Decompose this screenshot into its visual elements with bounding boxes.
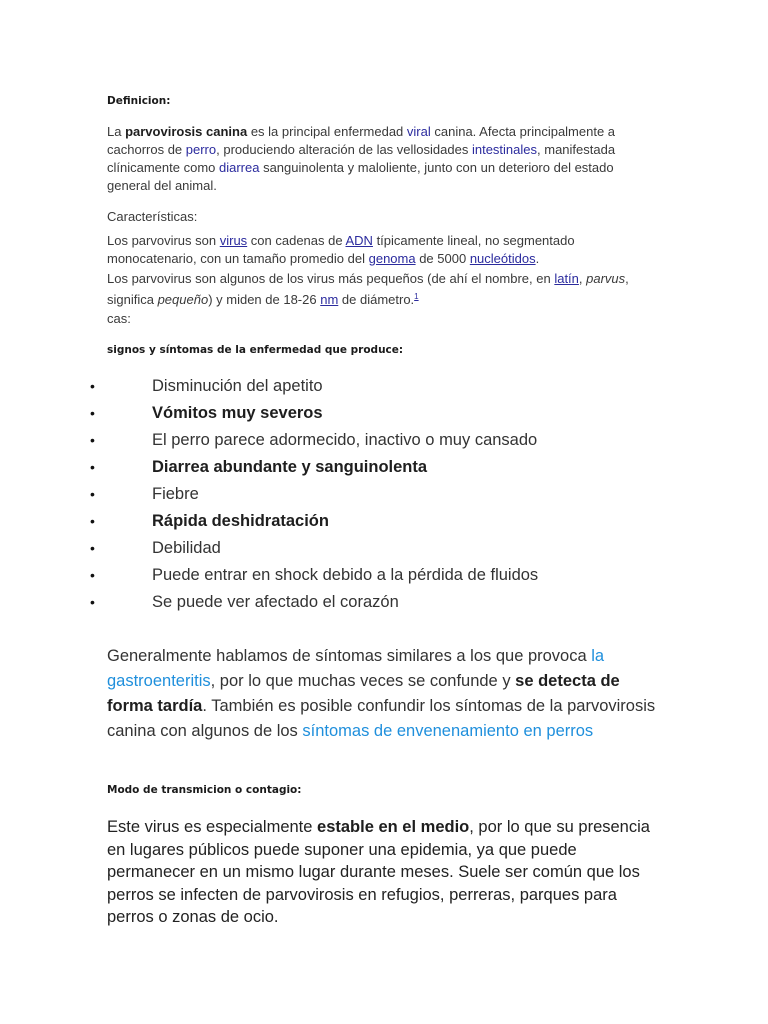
term-parvovirosis-canina: parvovirosis canina [125, 124, 248, 139]
caracteristicas-label: Características: [107, 209, 198, 224]
bullet-icon: • [90, 432, 95, 448]
definicion-heading: Definicion: [107, 95, 171, 107]
caracteristicas-paragraph-1: Los parvovirus son virus con cadenas de ADN típicamente lineal, no segmentado monocatenario, con un tamaño promedio del genoma de 5000 nucleótidos. [107, 233, 575, 266]
link-sintomas-envenenamiento[interactable]: síntomas de envenenamiento en perros [302, 722, 594, 740]
link-diarrea[interactable]: diarrea [219, 160, 260, 175]
modo-heading: Modo de transmicion o contagio: [107, 784, 302, 796]
general-paragraph: Generalmente hablamos de síntomas similares a los que provoca la gastroenteritis, por lo que muchas veces se confunde y se detecta de forma tardía. También es posible confundir los síntomas de la parvovirosis canina con algunos de los síntomas de envenenamiento en perros [107, 647, 656, 740]
bullet-icon: • [90, 594, 95, 610]
term-se-detecta-tarde: se detecta de forma tardía [107, 672, 620, 715]
bullet-icon: • [90, 378, 95, 394]
link-perro[interactable]: perro [185, 142, 217, 157]
link-adn[interactable]: ADN [345, 233, 373, 248]
link-nucleotidos[interactable]: nucleótidos [469, 251, 536, 266]
link-viral[interactable]: viral [406, 124, 431, 139]
link-virus[interactable]: virus [219, 233, 248, 248]
caracteristicas-paragraph-2: Los parvovirus son algunos de los virus más pequeños (de ahí el nombre, en latín, parvus, significa pequeño) y miden de 18-26 nm de diámetro.$^1$ [107, 271, 629, 307]
bullet-icon: • [90, 540, 95, 556]
link-latin[interactable]: latín [554, 271, 579, 286]
link-genoma[interactable]: genoma [368, 251, 416, 266]
link-nm[interactable]: nm [320, 292, 339, 307]
modo-paragraph: Este virus es especialmente estable en el medio, por lo que su presencia en lugares públicos puede suponer una epidemia, ya que puede permanecer en un mismo lugar durante meses. Suele ser común que los perros se infecten de parvovirosis en refugios, perreras, parques para perros o zonas de ocio. [107, 818, 650, 926]
signos-heading: signos y síntomas de la enfermedad que produce: [107, 344, 404, 356]
term-pequeno: pequeño [157, 292, 209, 307]
bullet-icon: • [90, 567, 95, 583]
bullet-icon: • [90, 486, 95, 502]
footnote-link-1[interactable]: 1 [414, 292, 419, 301]
document-page: Definicion: La parvovirosis canina es la principal enfermedad viral canina. Afecta principalmente a cachorros de perro, produciendo alteración de las vellosidades intestinales, manifestada clínicamente como diarrea sanguinolenta y maloliente, junto con un deterioro del estado general del animal. Características: Los parvovirus son virus con cadenas de ADN típicamente lineal, no segmentado monocatenario, con un tamaño promedio del genoma de 5000 nucleótidos. Los parvovirus son algunos de los virus más pequeños (de ahí el nombre, en latín, parvus, significa pequeño) y miden de 18-26 nm de diámetro.$^1$ cas: signos y síntomas de la enfermedad que produce: • Disminución del apetito • Vómitos muy severos • El perro parece adormecido, inactivo o muy cansado • Diarrea abundante y sanguinolenta • Fiebre • Rápida deshidratación • Debilidad • Puede entrar en shock debido a la pérdida de fluidos • Se puede ver afectado el corazón Generalmente hablamos de síntomas similares a los que provoca la gastroenteritis, por lo que muchas veces se confunde y se detecta de forma tardía. También es posible confundir los síntomas de la parvovirosis canina con algunos de los síntomas de envenenamiento en perros Modo de transmicion o contagio: Este virus es especialmente estable en el medio, por lo que su presencia en lugares públicos puede suponer una epidemia, ya que puede permanecer en un mismo lugar durante meses. Suele ser común que los perros se infecten de parvovirosis en refugios, perreras, parques para perros o zonas de ocio. [0, 0, 768, 1024]
link-gastroenteritis[interactable]: la gastroenteritis [107, 647, 605, 690]
link-intestinales[interactable]: intestinales [471, 142, 538, 157]
bullet-icon: • [90, 459, 95, 475]
bullet-icon: • [90, 405, 95, 421]
definicion-paragraph: La parvovirosis canina es la principal enfermedad viral canina. Afecta principalmente a cachorros de perro, produciendo alteración de las vellosidades intestinales, manifestada clínicamente como diarrea sanguinolenta y maloliente, junto con un deterioro del estado general del animal. [107, 124, 616, 193]
term-parvus: parvus [586, 271, 626, 286]
bullet-icon: • [90, 513, 95, 529]
term-estable-medio: estable en el medio [317, 818, 470, 836]
cas-text: cas: [107, 311, 131, 326]
